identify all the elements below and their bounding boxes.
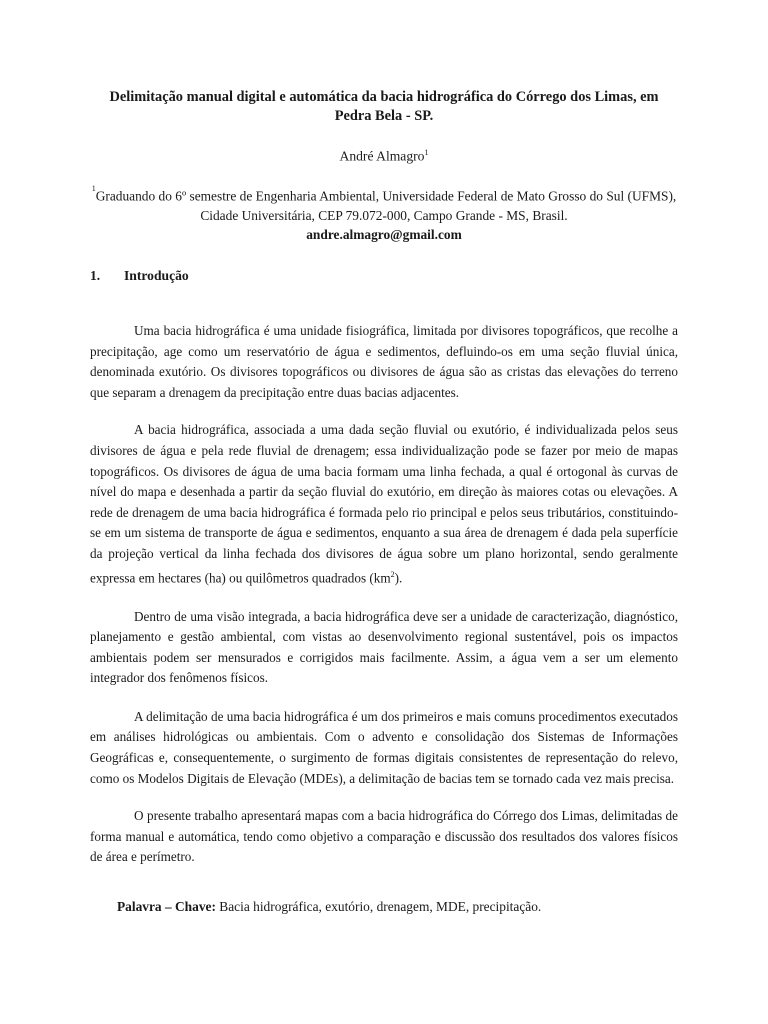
keywords-text: Bacia hidrográfica, exutório, drenagem, MDE, precipitação. [219,899,542,915]
keywords-label: Palavra – Chave: [117,899,216,915]
keywords-line [90,899,678,915]
author-footnote-mark: 1 [424,148,429,157]
section-title: Introdução [124,268,189,283]
section-heading [90,268,678,284]
paragraph-3: Dentro de uma visão integrada, a bacia hidrográfica deve ser a unidade de caracterização, diagnóstico, planejamento e gestão ambiental, com vistas ao desenvolvimento regional sustentável, pois os impactos ambientais podem ser mensurados e corrigidos mais facilmente. Assim, a água vem a ser um elemento integrador dos fenômenos físicos. [90,608,678,686]
affiliation-text: Graduando do 6º semestre de Engenharia Ambiental, Universidade Federal de Mato Grosso do Sul (UFMS), Cidade Universitária, CEP 79.072-000, Campo Grande - MS, Brasil. [95,188,677,223]
affiliation-footnote-mark: 1 [91,183,96,193]
paragraph-5: O presente trabalho apresentará mapas com a bacia hidrográfica do Córrego dos Limas, delimitadas de forma manual e automática, tendo como objetivo a comparação e discussão dos resultados dos valores físicos de área e perímetro. [90,808,678,865]
author-name: André Almagro [339,148,425,164]
paragraph-1: Uma bacia hidrográfica é uma unidade fisiográfica, limitada por divisores topográficos, que recolhe a precipitação, age como um reservatório de água e sedimentos, defluindo-os em uma seção fluvial única, denominada exutório. Os divisores topográficos ou divisores de água são as cristas das elevações do terreno que separam a drenagem da precipitação entre duas bacias adjacentes. [90,323,678,400]
paragraph-4: A delimitação de uma bacia hidrográfica é um dos primeiros e mais comuns procedimentos executados em análises hidrológicas ou ambientais. Com o advento e consolidação dos Sistemas de Informações Geográficas e, consequentemente, o surgimento de formas digitais consistentes de representação do relevo, como os Modelos Digitais de Elevação (MDEs), a delimitação de bacias tem se tornado cada vez mais precisa. [90,708,678,786]
affiliation [90,183,678,225]
paragraph-2 [90,420,678,588]
paragraph-2-end: ). [394,569,403,585]
author-line [90,148,678,165]
author-email: andre.almagro@gmail.com [306,227,462,242]
paragraph-2-text: A bacia hidrográfica, associada a uma dada seção fluvial ou exutório, é individualizada pelos seus divisores de água e pela rede fluvial de drenagem; essa individualização pode se fazer por meio de mapas topográficos. Os divisores de água de uma bacia formam uma linha fechada, a qual é ortogonal às curvas de nível do mapa e desenhada a partir da seção fluvial do exutório, em direção às maiores cotas ou elevações. A rede de drenagem de uma bacia hidrográfica é formada pelo rio principal e pelos seus tributários, constituindo-se em um sistema de transporte de água e sedimentos, enquanto a sua área de drenagem é dada pela superfície da projeção vertical da linha fechada dos divisores de água sobre um plano horizontal, sendo geralmente expressa em hectares (ha) ou quilômetros quadrados (km [90,422,678,585]
km2-superscript: 2 [390,569,395,579]
section-number: 1. [90,268,101,283]
paper-title: Delimitação manual digital e automática da bacia hidrográfica do Córrego dos Limas, em Pedra Bela - SP. [109,89,659,124]
